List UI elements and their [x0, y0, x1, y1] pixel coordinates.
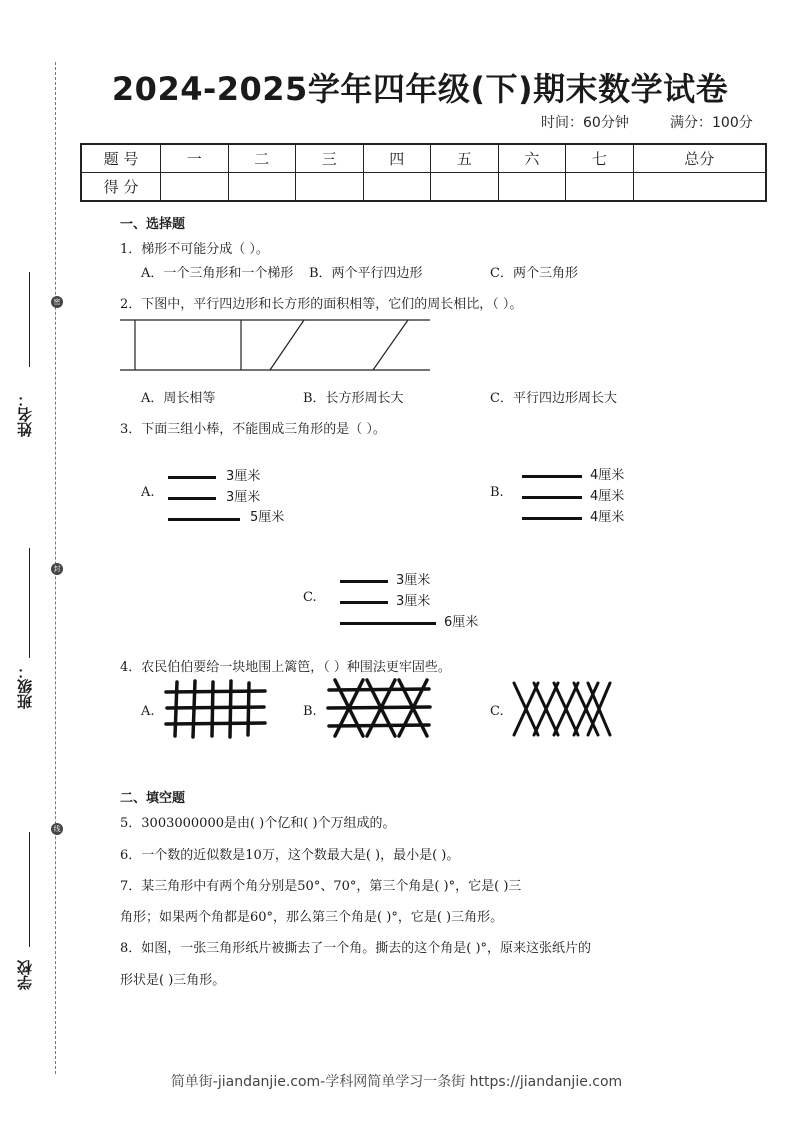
rectangle-parallelogram-figure — [118, 316, 434, 376]
q3-option-c[interactable]: C. — [303, 590, 317, 605]
fence-square-grid — [163, 678, 269, 740]
name-underline — [29, 272, 30, 367]
full-score: 满分：100分 — [670, 115, 753, 131]
section2-title: 二、填空题 — [120, 791, 186, 806]
seal-dot-feng: 封 — [51, 563, 63, 575]
class-underline — [29, 548, 30, 658]
seal-dot-xian: 线 — [51, 823, 63, 835]
score-cell[interactable] — [161, 173, 229, 202]
q2-option-b[interactable]: B．长方形周长大 — [303, 391, 404, 406]
score-header-cell: 七 — [566, 144, 634, 173]
score-header-cell: 六 — [498, 144, 566, 173]
footer-watermark: 简单街-jiandanjie.com-学科网简单学习一条街 https://jiandanjie.com — [170, 1074, 623, 1090]
stick-c-2-length: 3厘米 — [396, 594, 431, 609]
score-header-cell: 总分 — [633, 144, 766, 173]
score-header-cell: 四 — [363, 144, 431, 173]
score-cell[interactable] — [566, 173, 634, 202]
section1-title: 一、选择题 — [120, 217, 186, 232]
q3-option-b[interactable]: B. — [490, 485, 504, 500]
question-1: 1．梯形不可能分成（ ）。 — [120, 242, 269, 257]
question-2: 2．下图中，平行四边形和长方形的面积相等，它们的周长相比，（ ）。 — [120, 297, 523, 312]
fence-crossed-grid — [325, 676, 435, 740]
school-label: 学校 — [16, 960, 34, 990]
stick-a-3 — [168, 518, 240, 521]
question-4: 4．农民伯伯要给一块地围上篱笆，（ ）种围法更牢固些。 — [120, 660, 451, 675]
question-3: 3．下面三组小棒，不能围成三角形的是（ ）。 — [120, 422, 386, 437]
stick-c-3 — [340, 622, 436, 625]
question-7-line-1: 7．某三角形中有两个角分别是50°、70°，第三个角是( )°，它是( )三 — [120, 879, 522, 894]
name-label: 姓名： — [16, 392, 34, 438]
stick-b-2-length: 4厘米 — [590, 489, 625, 504]
score-header-cell: 三 — [296, 144, 364, 173]
q1-option-a[interactable]: A．一个三角形和一个梯形 — [141, 266, 294, 281]
q3-option-a[interactable]: A. — [141, 485, 155, 500]
fence-diamond-lattice — [510, 677, 614, 741]
stick-c-2 — [340, 601, 388, 604]
q4-option-c[interactable]: C. — [490, 704, 504, 719]
q2-option-a[interactable]: A．周长相等 — [141, 391, 216, 406]
score-table-header-row — [81, 144, 766, 173]
question-6: 6．一个数的近似数是10万，这个数最大是( )，最小是( )。 — [120, 848, 460, 863]
stick-b-1 — [522, 475, 582, 478]
score-cell[interactable] — [296, 173, 364, 202]
stick-a-2 — [168, 497, 216, 500]
question-8-line-1: 8．如图，一张三角形纸片被撕去了一个角。撕去的这个角是( )°，原来这张纸片的 — [120, 941, 592, 956]
page-title: 2024-2025学年四年级(下)期末数学试卷 — [111, 70, 729, 108]
score-table-score-row — [81, 173, 766, 202]
exam-time: 时间：60分钟 — [541, 115, 629, 131]
stick-c-1-length: 3厘米 — [396, 573, 431, 588]
question-7-line-2: 角形；如果两个角都是60°，那么第三个角是( )°，它是( )三角形。 — [120, 910, 504, 925]
stick-b-3-length: 4厘米 — [590, 510, 625, 525]
stick-a-1-length: 3厘米 — [226, 469, 261, 484]
question-8-line-2: 形状是( )三角形。 — [120, 973, 226, 988]
q1-option-b[interactable]: B．两个平行四边形 — [309, 266, 423, 281]
score-header-cell: 二 — [228, 144, 296, 173]
score-cell[interactable] — [431, 173, 499, 202]
score-row-label: 得 分 — [81, 173, 161, 202]
stick-a-2-length: 3厘米 — [226, 490, 261, 505]
stick-b-2 — [522, 496, 582, 499]
stick-b-3 — [522, 517, 582, 520]
stick-a-1 — [168, 476, 216, 479]
school-underline — [29, 832, 30, 947]
q1-option-c[interactable]: C．两个三角形 — [490, 266, 578, 281]
stick-a-3-length: 5厘米 — [250, 510, 285, 525]
score-cell[interactable] — [363, 173, 431, 202]
seal-dot-mi: 密 — [51, 296, 63, 308]
stick-c-3-length: 6厘米 — [444, 615, 479, 630]
q2-option-c[interactable]: C．平行四边形周长大 — [490, 391, 617, 406]
q4-option-b[interactable]: B. — [303, 704, 317, 719]
q4-option-a[interactable]: A. — [141, 704, 155, 719]
question-5: 5．3003000000是由( )个亿和( )个万组成的。 — [120, 816, 396, 831]
score-header-cell: 五 — [431, 144, 499, 173]
stick-c-1 — [340, 580, 388, 583]
score-cell[interactable] — [633, 173, 766, 202]
class-label: 班级： — [16, 664, 34, 710]
score-table — [80, 143, 767, 202]
score-cell[interactable] — [228, 173, 296, 202]
stick-b-1-length: 4厘米 — [590, 468, 625, 483]
score-cell[interactable] — [498, 173, 566, 202]
score-header-cell: 题 号 — [81, 144, 161, 173]
score-header-cell: 一 — [161, 144, 229, 173]
